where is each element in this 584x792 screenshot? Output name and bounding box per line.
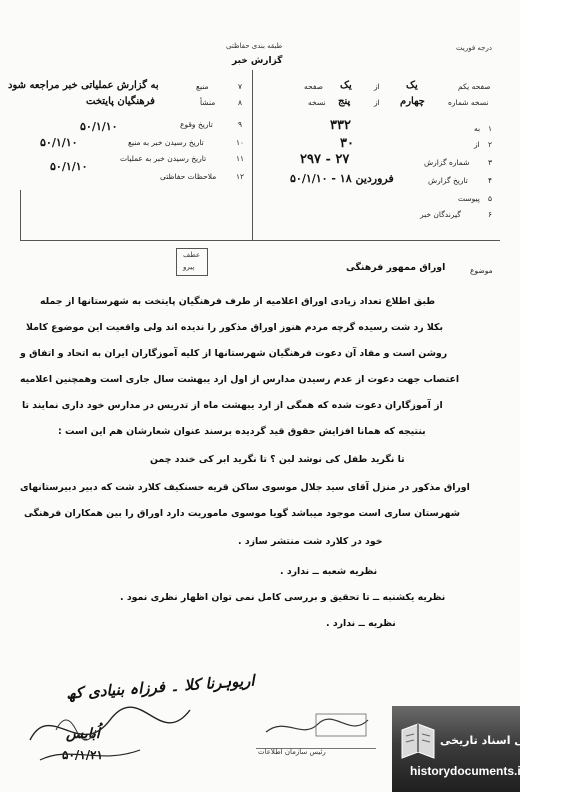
- body-line: اوراق مذکور در منزل آقای سید جلال موسوی ساکن قریه حسنکیف کلارد شت که دبیر دبیرستانهای: [20, 482, 470, 493]
- watermark-url: historydocuments.ir: [410, 764, 526, 778]
- right-row-6-label: گیرندگان خبر: [420, 210, 461, 219]
- right-row-2-num: ۲: [488, 140, 493, 149]
- stamp-label: رئیس سازمان اطلاعات: [258, 748, 326, 756]
- right-row-4-label: تاریخ گزارش: [428, 176, 468, 185]
- action-box-ref: عطف: [183, 251, 201, 259]
- right-row-1-value: ۳۳۲: [330, 118, 351, 133]
- left-row-7-value: به گزارش عملیاتی خبر مراجعه شود: [8, 80, 159, 91]
- header-bottom-rule: [20, 240, 500, 241]
- watermark-banner: [392, 706, 584, 792]
- handwritten-signature-line: اریوہرنا کلا ۔ فرزاہ بنیادی کھ: [65, 671, 256, 703]
- left-frame-line: [20, 190, 21, 240]
- body-line: اعتصاب جهت دعوت از عدم رسیدن مدارس از اول ارد یبهشت سال جاری است وهمچنین اعلامیه: [20, 374, 460, 385]
- priority-label: درجه فوریت: [456, 44, 492, 52]
- note-section: نظریه یکشنبه ــ تا تحقیق و بررسی کامل نمی توان اظهار نظری نمود .: [120, 592, 446, 603]
- action-box-follow: پیرو: [183, 263, 195, 271]
- copy-line-of: از: [374, 98, 380, 107]
- body-line: تا نگرید طفل کی نوشد لبن ؟ تا نگرید ابر کی خندد چمن: [150, 454, 405, 465]
- right-row-1-num: ۱: [488, 124, 493, 133]
- left-row-11-label: تاریخ رسیدن خبر به عملیات: [120, 154, 207, 163]
- left-row-11-num: ۱۱: [236, 154, 245, 163]
- body-line: شهرستان ساری است موجود میباشد گویا موسوی ماموریت دارد اوراق را بین همکاران فرهنگی: [24, 508, 460, 519]
- right-row-3-num: ۳: [488, 158, 493, 167]
- left-row-12-label: ملاحظات حفاظتی: [160, 172, 217, 181]
- page-line-unit: صفحه: [304, 82, 324, 91]
- body-line: بنتیجه که همانا افزایش حقوق قید گردیده برسند عنوان شعارشان هم این است :: [58, 426, 426, 437]
- body-line: خود در کلارد شت منتشر سازد .: [238, 536, 383, 547]
- watermark-title: مرکز بررسی اسناد تاریخی: [440, 734, 584, 747]
- copy-line-value: چهارم: [400, 96, 425, 107]
- right-row-4-value: ۵۰/۱/۱۰ - ۱۸ فروردین: [290, 172, 394, 185]
- note-general: نظریه ــ ندارد .: [326, 618, 396, 629]
- body-line: روشن است و مفاد آن دعوت فرهنگیان شهرستانها از کلیه آموزگاران ایران به اتحاد و اتفاق و: [20, 348, 448, 359]
- right-row-3-value: ۲۹۷ - ۲۷: [300, 152, 350, 167]
- signature-scribble: [20, 690, 200, 770]
- left-row-7-label: منبع: [196, 82, 209, 91]
- body-line: بکلا رد شت رسیده گرچه مردم هنوز اوراق مذکور را ندیده اند ولی واقعیت این موضوع کاملا: [26, 322, 443, 333]
- page-line-value: یک: [406, 80, 418, 91]
- right-row-3-label: شماره گزارش: [424, 158, 470, 167]
- action-box: [176, 248, 208, 276]
- book-logo-icon: [398, 720, 438, 764]
- handwritten-name: اُبایس: [66, 726, 100, 742]
- stamp-area: [256, 712, 376, 756]
- subject-value: اوراق ممهور فرهنگی: [346, 262, 446, 273]
- stamp-signature: [256, 712, 376, 744]
- subject-label: موضوع: [470, 266, 493, 275]
- left-row-9-num: ۹: [238, 120, 243, 129]
- right-row-6-num: ۶: [488, 210, 493, 219]
- right-row-5-label: پیوست: [458, 194, 480, 203]
- page-line-label: صفحه یکم: [458, 82, 491, 91]
- left-row-8-value: فرهنگیان پایتخت: [86, 96, 155, 107]
- page-line-total: یک: [340, 80, 352, 91]
- right-row-1-label: به: [474, 124, 481, 133]
- left-row-8-num: ۸: [238, 98, 243, 107]
- right-row-4-num: ۴: [488, 176, 493, 185]
- handwritten-date: ۵۰/۱/۲۱: [62, 748, 103, 762]
- report-title: گزارش خبر: [232, 56, 283, 66]
- body-line: از آموزگاران دعوت شده که همگی از ارد یبهشت ماه از تدریس در مدارس خود داری نمایند تا: [22, 400, 443, 411]
- copy-line-total: پنج: [338, 96, 351, 107]
- right-row-2-label: از: [474, 140, 480, 149]
- left-row-7-num: ۷: [238, 82, 243, 91]
- body-line: طبق اطلاع تعداد زیادی اوراق اعلامیه از طرف فرهنگیان پایتخت به شهرستانها از جمله: [40, 296, 436, 307]
- right-row-5-num: ۵: [488, 194, 493, 203]
- classification-label: طبقه بندی حفاظتی: [226, 42, 283, 50]
- left-row-11-value: ۵۰/۱/۱۰: [50, 160, 88, 173]
- left-row-10-num: ۱۰: [236, 138, 245, 147]
- note-branch: نظریه شعبه ــ ندارد .: [280, 566, 378, 577]
- left-row-10-label: تاریخ رسیدن خبر به منبع: [128, 138, 204, 147]
- left-row-8-label: منشأ: [200, 98, 216, 107]
- copy-line-unit: نسخه: [308, 98, 326, 107]
- left-row-9-label: تاریخ وقوع: [180, 120, 213, 129]
- header-divider: [252, 70, 253, 240]
- left-row-9-value: ۵۰/۱/۱۰: [80, 120, 118, 133]
- copy-line-label: نسخه شماره: [448, 98, 489, 107]
- right-row-2-value: ۳۰: [340, 136, 354, 151]
- page-line-of: از: [374, 82, 380, 91]
- left-row-10-value: ۵۰/۱/۱۰: [40, 136, 78, 149]
- left-row-12-num: ۱۲: [236, 172, 245, 181]
